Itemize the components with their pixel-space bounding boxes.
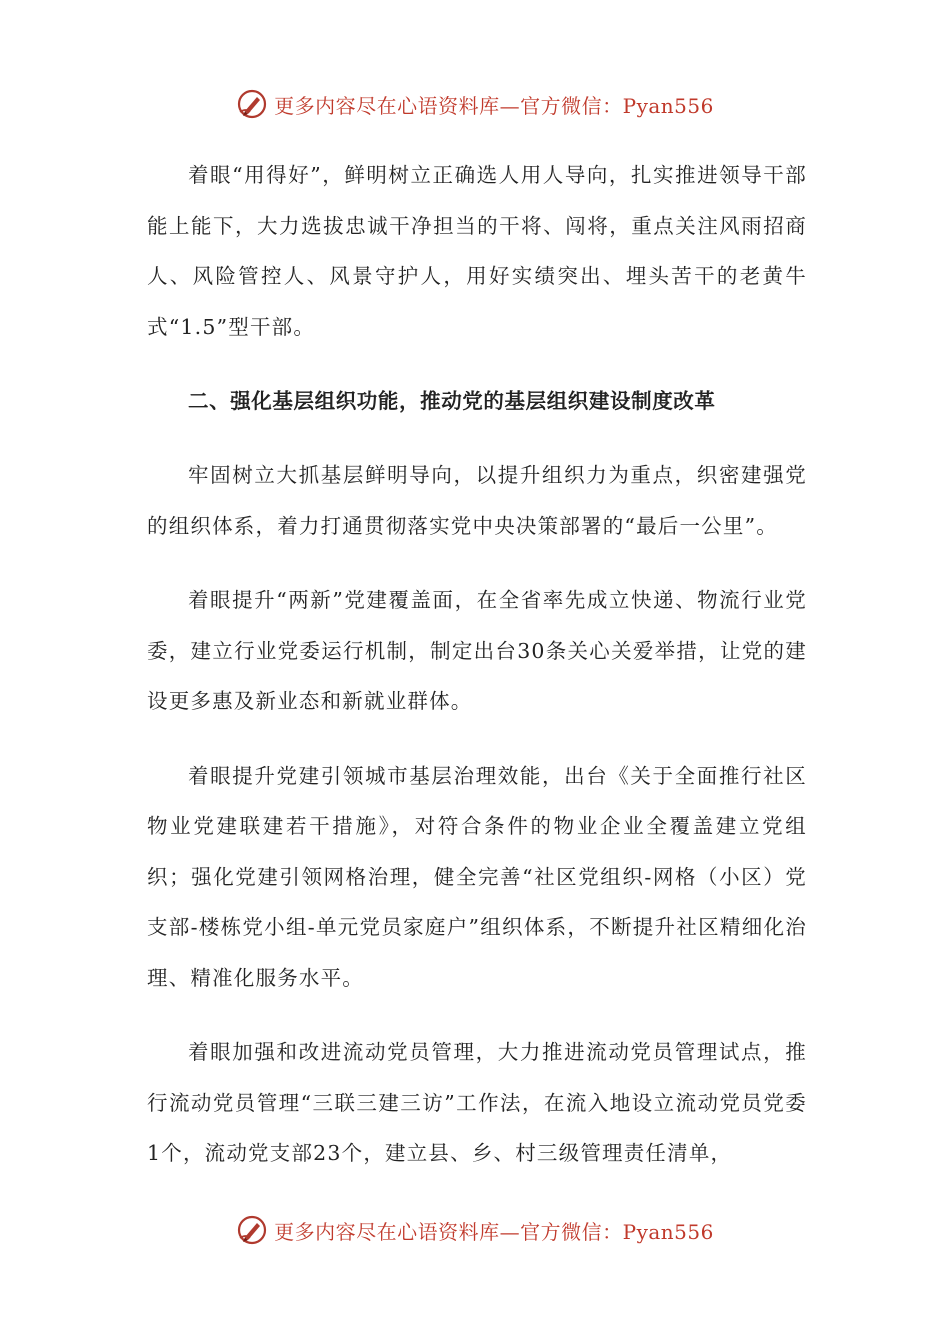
- document-body: [147, 150, 807, 1203]
- pen-circle-logo-icon: [236, 1214, 268, 1246]
- paragraph-4: 着眼提升党建引领城市基层治理效能，出台《关于全面推行社区物业党建联建若干措施》，对符合条件的物业企业全覆盖建立党组织；强化党建引领网格治理，健全完善“社区党组织-网格（小区）党支部-楼栋党小组-单元党员家庭户”组织体系，不断提升社区精细化治理、精准化服务水平。: [147, 763, 807, 990]
- section-heading-2: 二、强化基层组织功能，推动党的基层组织建设制度改革: [188, 389, 716, 413]
- footer-banner: [0, 1210, 950, 1250]
- header-banner-text: 更多内容尽在心语资料库—官方微信：Pyan556: [274, 93, 714, 118]
- pen-circle-logo-icon: [236, 88, 268, 120]
- paragraph-5: 着眼加强和改进流动党员管理，大力推进流动党员管理试点，推行流动党员管理“三联三建三访”工作法，在流入地设立流动党员党委1个，流动党支部23个，建立县、乡、村三级管理责任清单，: [147, 1040, 807, 1165]
- paragraph-3: 着眼提升“两新”党建覆盖面，在全省率先成立快递、物流行业党委，建立行业党委运行机制，制定出台30条关心关爱举措，让党的建设更多惠及新业态和新就业群体。: [147, 588, 807, 713]
- paragraph-2: 牢固树立大抓基层鲜明导向，以提升组织力为重点，织密建强党的组织体系，着力打通贯彻落实党中央决策部署的“最后一公里”。: [147, 463, 807, 538]
- paragraph-1: 着眼“用得好”，鲜明树立正确选人用人导向，扎实推进领导干部能上能下，大力选拔忠诚干净担当的干将、闯将，重点关注风雨招商人、风险管控人、风景守护人，用好实绩突出、埋头苦干的老黄牛式“1.5”型干部。: [147, 163, 807, 339]
- header-banner: [0, 84, 950, 124]
- footer-banner-text: 更多内容尽在心语资料库—官方微信：Pyan556: [274, 1219, 714, 1244]
